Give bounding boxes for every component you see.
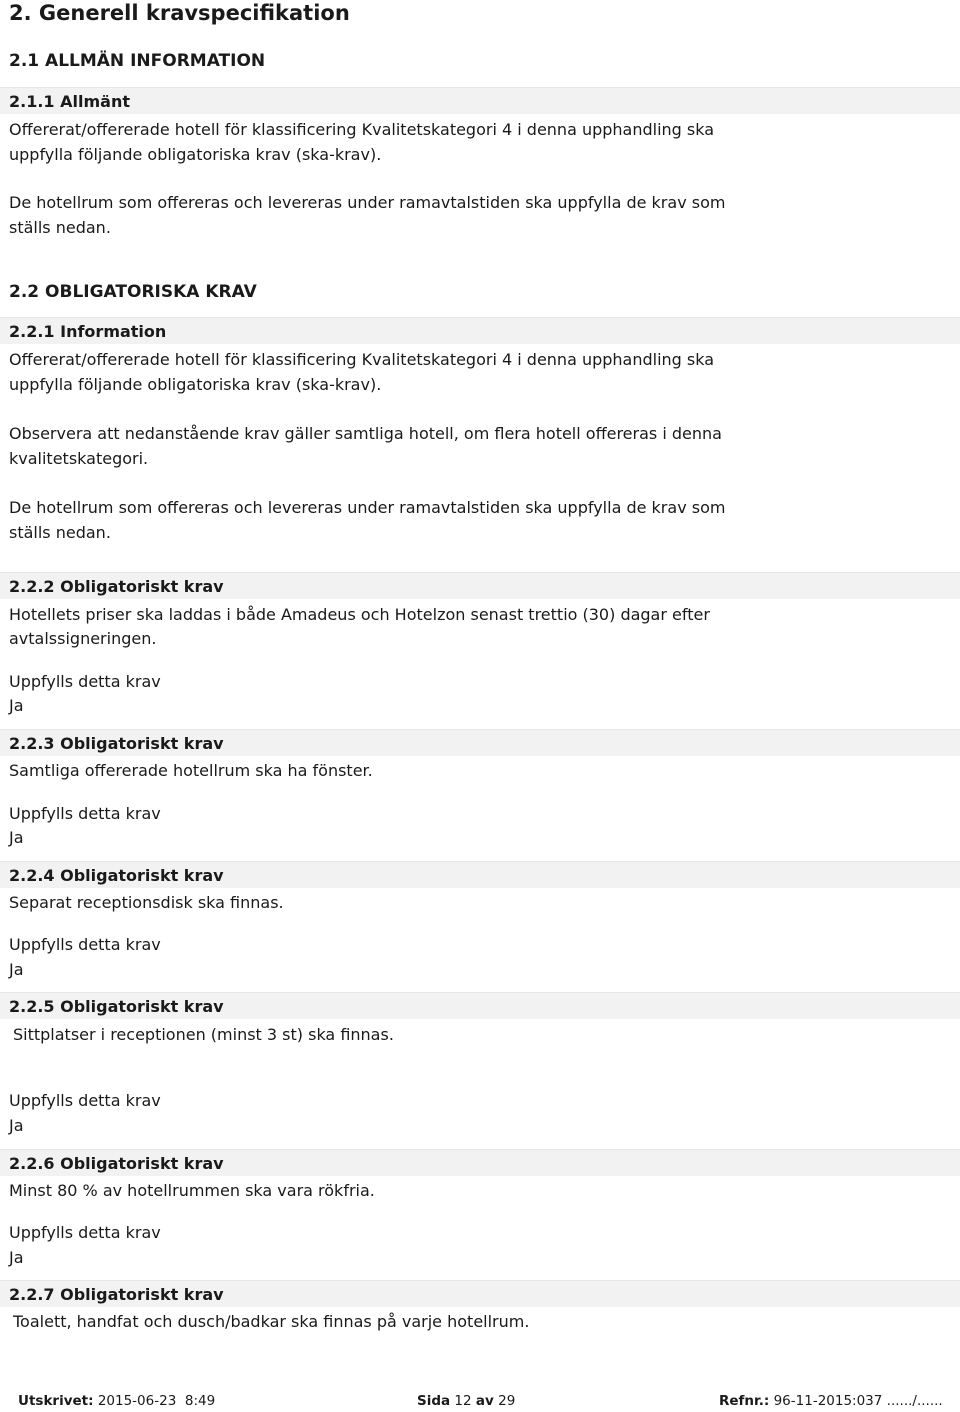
footer-page-total: 29 bbox=[498, 1393, 516, 1409]
footer-page-label: Sida bbox=[417, 1393, 451, 1409]
requirement-question: Uppfylls detta krav bbox=[9, 804, 161, 823]
paragraph-line: Observera att nedanstående krav gäller samtliga hotell, om flera hotell offereras i denna bbox=[9, 424, 722, 443]
requirement-band-2-2-2 bbox=[0, 572, 960, 599]
footer-printed-value: 2015-06-23 8:49 bbox=[97, 1393, 216, 1409]
footer-page-number: 12 bbox=[454, 1393, 472, 1409]
requirement-answer: Ja bbox=[9, 1248, 24, 1267]
requirement-band-2-2-6 bbox=[0, 1149, 960, 1176]
requirement-answer: Ja bbox=[9, 1116, 24, 1135]
requirement-band-2-2-7 bbox=[0, 1280, 960, 1307]
requirement-text: Separat receptionsdisk ska finnas. bbox=[9, 893, 284, 912]
requirement-text: Samtliga offererade hotellrum ska ha fönster. bbox=[9, 761, 373, 780]
requirement-band-2-2-3 bbox=[0, 729, 960, 756]
subsection-band-2-2-1 bbox=[0, 317, 960, 344]
requirement-text: avtalssigneringen. bbox=[9, 629, 157, 648]
footer-page bbox=[417, 1392, 515, 1410]
requirement-text: Sittplatser i receptionen (minst 3 st) ska finnas. bbox=[13, 1025, 394, 1044]
subsection-title-2-2-1: 2.2.1 Information bbox=[9, 322, 167, 341]
requirement-title: 2.2.5 Obligatoriskt krav bbox=[9, 997, 224, 1016]
paragraph-line: Offererat/offererade hotell för klassificering Kvalitetskategori 4 i denna upphandling ska bbox=[9, 120, 715, 139]
requirement-question: Uppfylls detta krav bbox=[9, 672, 161, 691]
footer-ref-value: 96-11-2015:037 ....../...... bbox=[773, 1393, 943, 1409]
paragraph-line: uppfylla följande obligatoriska krav (ska-krav). bbox=[9, 145, 382, 164]
paragraph-line: kvalitetskategori. bbox=[9, 449, 149, 468]
paragraph-line: ställs nedan. bbox=[9, 218, 111, 237]
requirement-text: Minst 80 % av hotellrummen ska vara rökfria. bbox=[9, 1181, 375, 1200]
requirement-band-2-2-5 bbox=[0, 992, 960, 1019]
requirement-title: 2.2.6 Obligatoriskt krav bbox=[9, 1154, 224, 1173]
page-heading: 2. Generell kravspecifikation bbox=[9, 1, 350, 25]
requirement-answer: Ja bbox=[9, 960, 24, 979]
requirement-title: 2.2.7 Obligatoriskt krav bbox=[9, 1285, 224, 1304]
requirement-text: Toalett, handfat och dusch/badkar ska finnas på varje hotellrum. bbox=[13, 1312, 530, 1331]
subsection-title-2-1-1: 2.1.1 Allmänt bbox=[9, 92, 130, 111]
footer-page-of: av bbox=[475, 1393, 494, 1409]
subsection-band-2-1-1 bbox=[0, 87, 960, 114]
paragraph-line: De hotellrum som offereras och levereras under ramavtalstiden ska uppfylla de krav som bbox=[9, 193, 726, 212]
paragraph-line: De hotellrum som offereras och levereras under ramavtalstiden ska uppfylla de krav som bbox=[9, 498, 726, 517]
section-title-2-1: 2.1 ALLMÄN INFORMATION bbox=[9, 51, 266, 71]
requirement-text: Hotellets priser ska laddas i både Amadeus och Hotelzon senast trettio (30) dagar efter bbox=[9, 605, 710, 624]
section-title-2-2: 2.2 OBLIGATORISKA KRAV bbox=[9, 282, 257, 302]
requirement-answer: Ja bbox=[9, 828, 24, 847]
requirement-band-2-2-4 bbox=[0, 861, 960, 888]
requirement-question: Uppfylls detta krav bbox=[9, 1091, 161, 1110]
requirement-title: 2.2.4 Obligatoriskt krav bbox=[9, 866, 224, 885]
paragraph-line: uppfylla följande obligatoriska krav (ska-krav). bbox=[9, 375, 382, 394]
footer-printed-label: Utskrivet: bbox=[18, 1393, 94, 1409]
paragraph-line: Offererat/offererade hotell för klassificering Kvalitetskategori 4 i denna upphandling ska bbox=[9, 350, 715, 369]
requirement-question: Uppfylls detta krav bbox=[9, 1223, 161, 1242]
paragraph-line: ställs nedan. bbox=[9, 523, 111, 542]
footer-printed bbox=[18, 1392, 215, 1410]
footer-ref-label: Refnr.: bbox=[719, 1393, 770, 1409]
requirement-answer: Ja bbox=[9, 696, 24, 715]
requirement-title: 2.2.2 Obligatoriskt krav bbox=[9, 577, 224, 596]
footer-ref bbox=[719, 1392, 943, 1410]
requirement-title: 2.2.3 Obligatoriskt krav bbox=[9, 734, 224, 753]
requirement-question: Uppfylls detta krav bbox=[9, 935, 161, 954]
